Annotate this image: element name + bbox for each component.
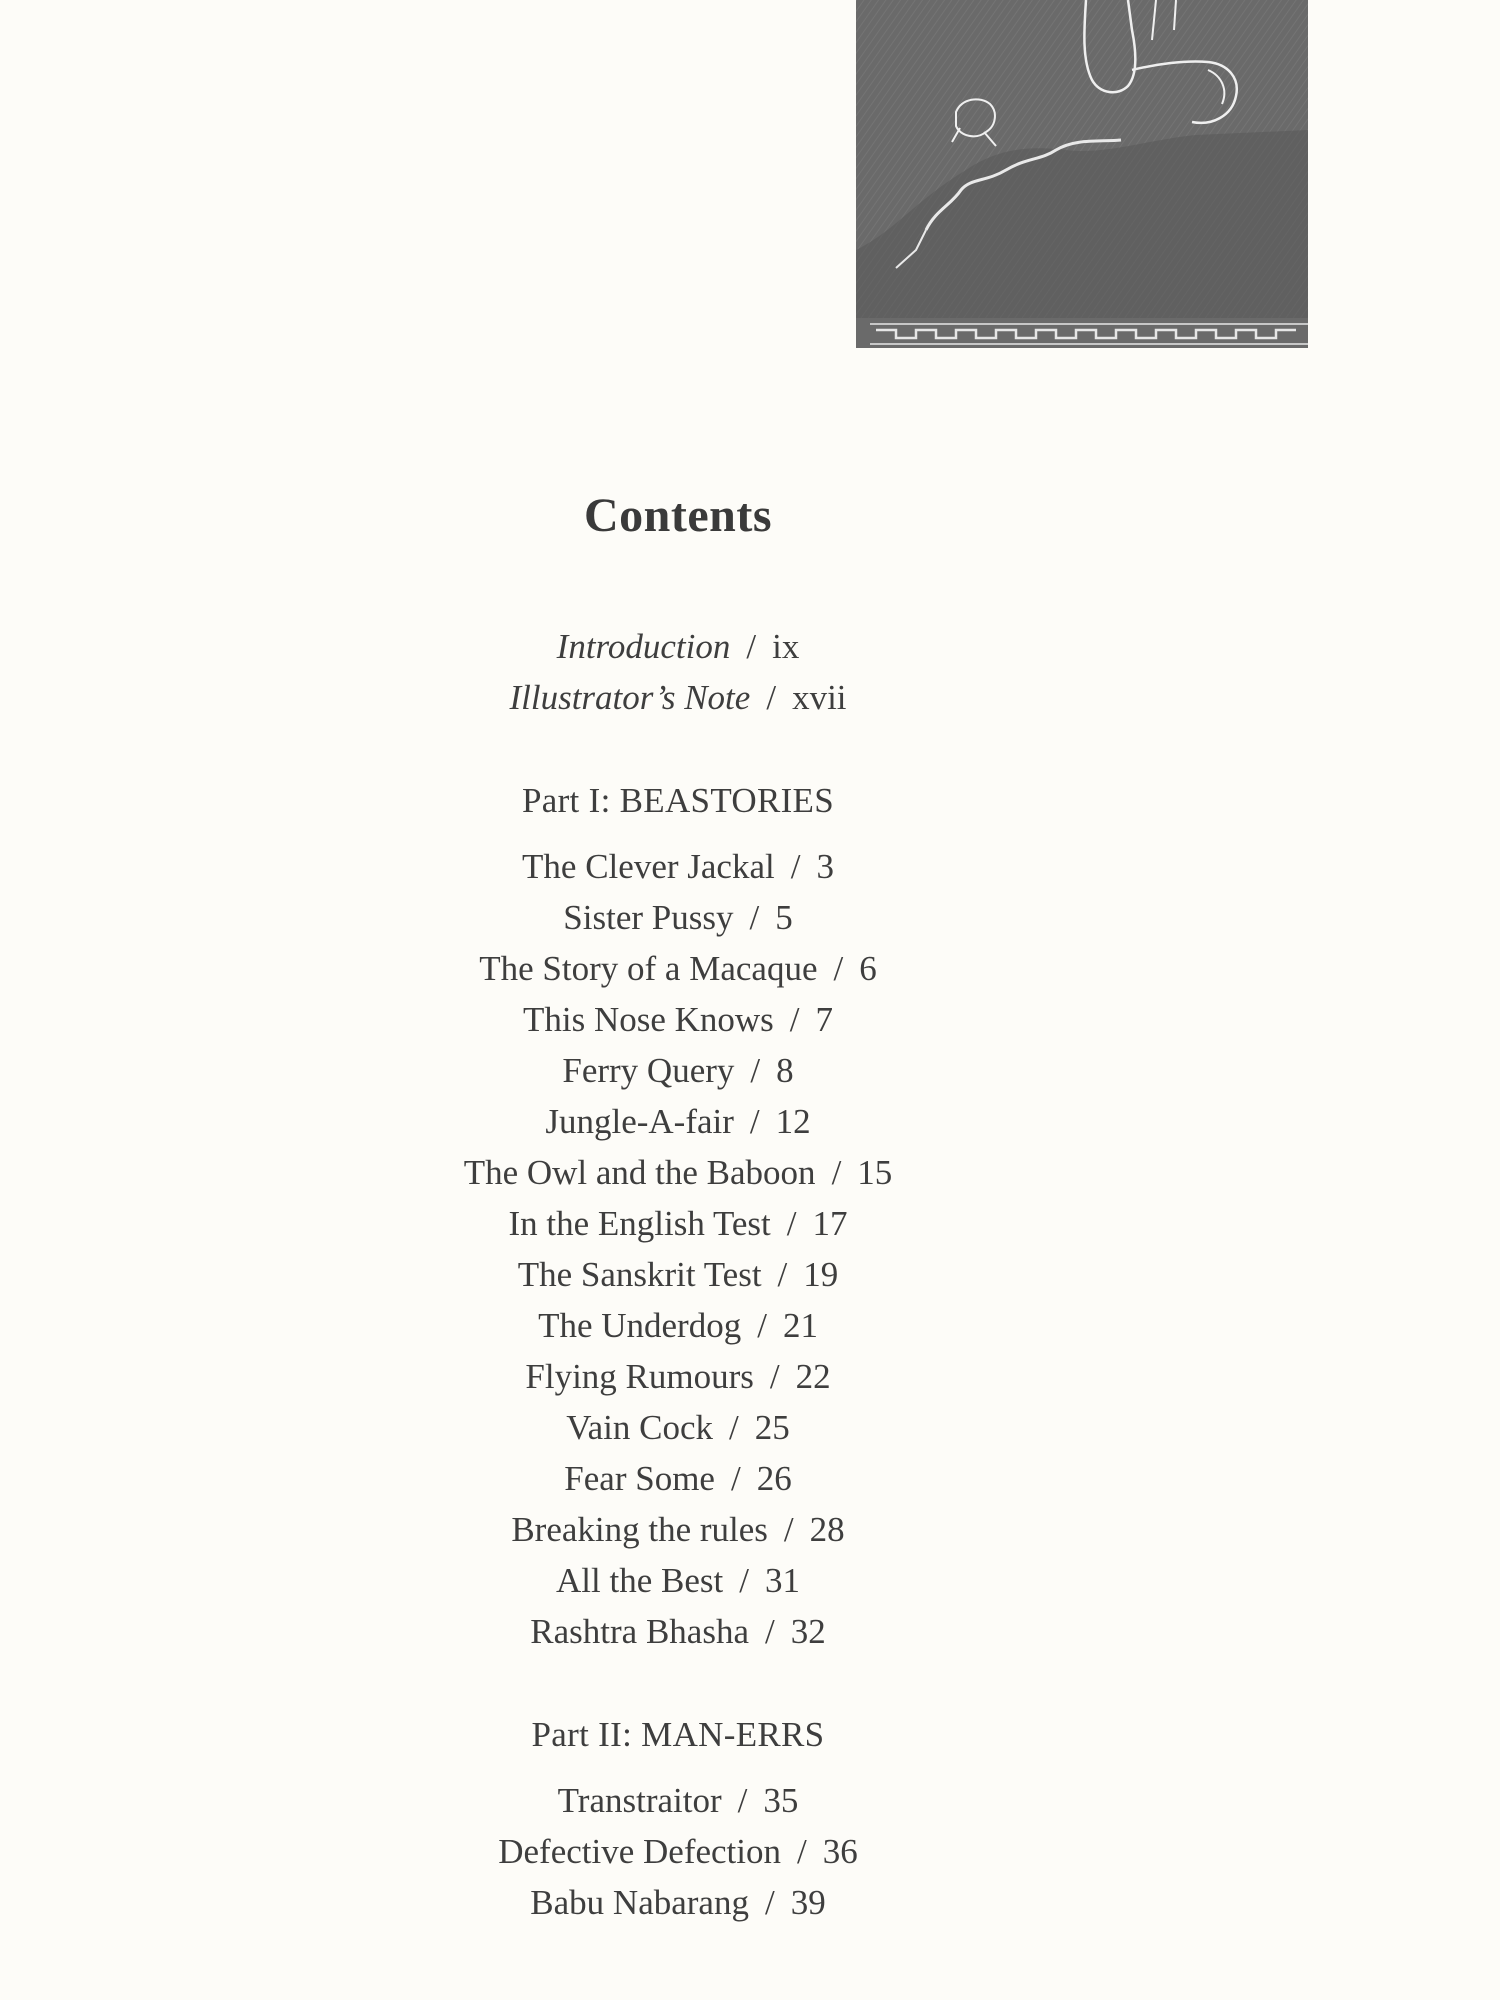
entry-page: 32 — [790, 1612, 826, 1651]
entry-separator: / — [764, 1612, 775, 1651]
entry-page: xvii — [792, 678, 847, 717]
entry-title: The Sanskrit Test — [517, 1255, 762, 1294]
entry-title: Rashtra Bhasha — [530, 1612, 749, 1651]
part-heading: Part II: MAN-ERRS — [531, 1715, 825, 1754]
entry-page: 25 — [754, 1408, 790, 1447]
entry-title: The Clever Jackal — [522, 847, 775, 886]
entry-title: This Nose Knows — [522, 1000, 774, 1039]
toc-entry — [0, 1254, 1356, 1296]
entry-title: In the English Test — [508, 1204, 771, 1243]
entry-separator: / — [750, 1051, 761, 1090]
toc-entry-introduction — [0, 626, 1356, 668]
entry-separator: / — [746, 627, 757, 666]
contents-heading: Contents — [583, 489, 772, 542]
toc-entry — [0, 1611, 1356, 1653]
entry-page: 15 — [857, 1153, 893, 1192]
entry-separator: / — [786, 1204, 797, 1243]
entry-title: Introduction — [556, 627, 731, 666]
entry-title: Transtraitor — [557, 1781, 722, 1820]
entry-page: 21 — [782, 1306, 818, 1345]
entry-separator: / — [833, 949, 844, 988]
entry-title: Jungle-A-fair — [545, 1102, 734, 1141]
entry-separator: / — [764, 1883, 775, 1922]
entry-page: ix — [772, 627, 800, 666]
entry-separator: / — [766, 678, 777, 717]
entry-separator: / — [790, 847, 801, 886]
toc-entry — [0, 1203, 1356, 1245]
entry-page: 7 — [815, 1000, 834, 1039]
toc-entry — [0, 897, 1356, 939]
entry-separator: / — [749, 898, 760, 937]
entry-title: Ferry Query — [562, 1051, 735, 1090]
entry-separator: / — [797, 1832, 807, 1871]
toc-entry — [0, 1152, 1356, 1194]
entry-page: 31 — [764, 1561, 800, 1600]
entry-separator: / — [749, 1102, 760, 1141]
entry-title: All the Best — [556, 1561, 724, 1600]
entry-separator: / — [739, 1561, 749, 1600]
entry-page: 39 — [790, 1883, 826, 1922]
entry-title: The Underdog — [538, 1306, 742, 1345]
entry-title: Sister Pussy — [563, 898, 734, 937]
entry-separator: / — [789, 1000, 800, 1039]
toc-entry — [0, 1560, 1356, 1602]
toc-entry — [0, 1407, 1356, 1449]
entry-separator: / — [769, 1357, 780, 1396]
toc-entry — [0, 1050, 1356, 1092]
entry-page: 3 — [816, 847, 834, 886]
entry-title: Flying Rumours — [525, 1357, 754, 1396]
entry-page: 26 — [756, 1459, 792, 1498]
toc-entry — [0, 948, 1356, 990]
toc-entry — [0, 999, 1356, 1041]
entry-page: 8 — [776, 1051, 794, 1090]
toc-entry — [0, 1831, 1356, 1873]
entry-title: Vain Cock — [566, 1408, 714, 1447]
entry-separator: / — [777, 1255, 788, 1294]
entry-title: Babu Nabarang — [530, 1883, 749, 1922]
toc-entry — [0, 1780, 1356, 1822]
toc-entry — [0, 1305, 1356, 1347]
entry-title: Defective Defection — [498, 1832, 782, 1871]
entry-page: 17 — [812, 1204, 848, 1243]
entry-page: 5 — [775, 898, 793, 937]
toc-entry — [0, 1458, 1356, 1500]
entry-page: 6 — [859, 949, 877, 988]
entry-page: 12 — [775, 1102, 811, 1141]
entry-title: Breaking the rules — [511, 1510, 768, 1549]
toc-entry — [0, 1882, 1356, 1924]
part-heading: Part I: BEASTORIES — [522, 781, 834, 820]
entry-page: 36 — [822, 1832, 858, 1871]
toc-entry — [0, 846, 1356, 888]
entry-page: 35 — [763, 1781, 799, 1820]
toc-entry — [0, 1509, 1356, 1551]
toc-entry — [0, 1101, 1356, 1143]
entry-separator: / — [783, 1510, 794, 1549]
chapter-illustration — [856, 0, 1308, 348]
entry-page: 19 — [803, 1255, 839, 1294]
entry-title: Illustrator’s Note — [509, 678, 751, 717]
toc-entry — [0, 1356, 1356, 1398]
entry-separator: / — [757, 1306, 767, 1345]
toc-entry-illustrators-note — [0, 677, 1356, 719]
entry-separator: / — [729, 1408, 739, 1447]
entry-separator: / — [730, 1459, 741, 1498]
entry-title: The Story of a Macaque — [479, 949, 818, 988]
entry-separator: / — [831, 1153, 842, 1192]
entry-title: The Owl and the Baboon — [463, 1153, 816, 1192]
entry-page: 28 — [809, 1510, 845, 1549]
entry-page: 22 — [795, 1357, 831, 1396]
entry-title: Fear Some — [564, 1459, 715, 1498]
entry-separator: / — [737, 1781, 748, 1820]
